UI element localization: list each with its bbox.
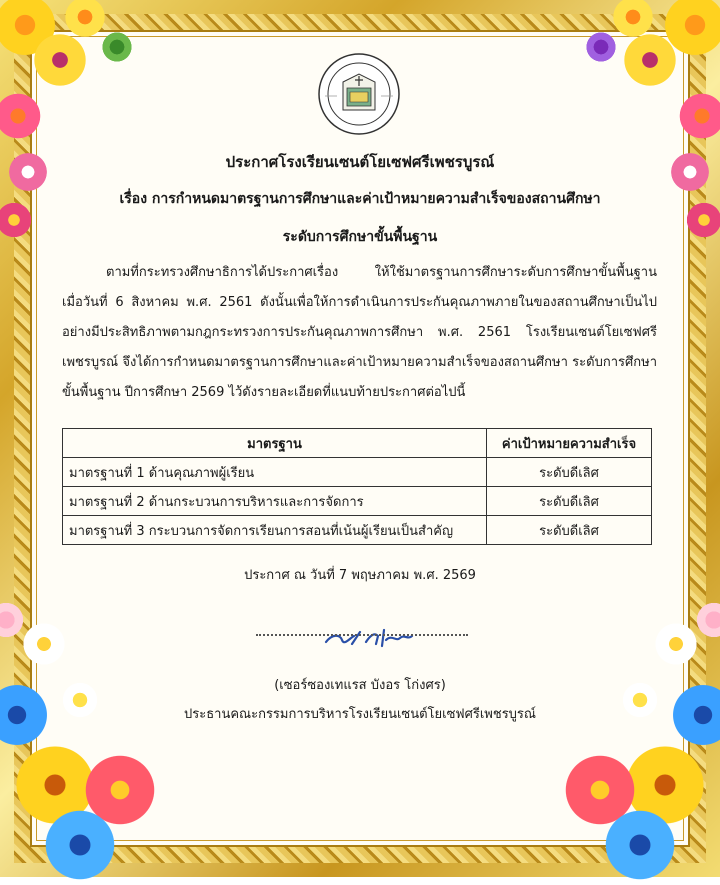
- document-subject: เรื่อง การกำหนดมาตรฐานการศึกษาและค่าเป้าหมายความสำเร็จของสถานศึกษา: [119, 191, 601, 207]
- body-line: ขั้นพื้นฐาน ปีการศึกษา 2569 ไว้ดังรายละเอียดที่แนบท้ายประกาศต่อไปนี้: [62, 385, 466, 400]
- standard-cell: มาตรฐานที่ 3 กระบวนการจัดการเรียนการสอนที่เน้นผู้เรียนเป็นสำคัญ: [63, 516, 487, 545]
- document-subject-line2: ระดับการศึกษาขั้นพื้นฐาน: [282, 229, 438, 245]
- body-line: อย่างมีประสิทธิภาพตามกฎกระทรวงการประกันคุณภาพการศึกษา พ.ศ. 2561 โรงเรียนเซนต์โยเซฟศรี: [62, 325, 657, 340]
- signer-name: (เซอร์ซองเทแรส บังอร โก่งศร): [274, 678, 446, 693]
- column-header-target: ค่าเป้าหมายความสำเร็จ: [487, 429, 652, 458]
- announcement-date: ประกาศ ณ วันที่ 7 พฤษภาคม พ.ศ. 2569: [244, 568, 476, 583]
- standard-cell: มาตรฐานที่ 1 ด้านคุณภาพผู้เรียน: [63, 458, 487, 487]
- document-title: ประกาศโรงเรียนเซนต์โยเซฟศรีเพชรบูรณ์: [225, 153, 495, 171]
- table-row: [63, 458, 652, 487]
- column-header-standard: มาตรฐาน: [63, 429, 487, 458]
- body-line: เพชรบูรณ์ จึงได้การกำหนดมาตรฐานการศึกษาและค่าเป้าหมายความสำเร็จของสถานศึกษา ระดับการศึกษา: [62, 355, 657, 370]
- standard-cell: มาตรฐานที่ 2 ด้านกระบวนการบริหารและการจัดการ: [63, 487, 487, 516]
- table-header-row: [63, 429, 652, 458]
- signature-line: [256, 634, 468, 636]
- signer-position: ประธานคณะกรรมการบริหารโรงเรียนเซนต์โยเซฟศรีเพชรบูรณ์: [184, 707, 536, 722]
- body-line: เมื่อวันที่ 6 สิงหาคม พ.ศ. 2561 ดังนั้นเพื่อให้การดำเนินการประกันคุณภาพภายในของสถานศึกษาเป็นไป: [62, 295, 657, 310]
- target-cell: ระดับดีเลิศ: [487, 516, 652, 545]
- target-cell: ระดับดีเลิศ: [487, 487, 652, 516]
- table-row: [63, 516, 652, 545]
- school-logo-emblem: [317, 52, 401, 136]
- standards-table: [62, 428, 652, 545]
- body-paragraph: [62, 258, 657, 408]
- body-line: ตามที่กระทรวงศึกษาธิการได้ประกาศเรื่อง ให้ใช้มาตรฐานการศึกษาระดับการศึกษาขั้นพื้นฐาน: [106, 265, 657, 280]
- table-row: [63, 487, 652, 516]
- target-cell: ระดับดีเลิศ: [487, 458, 652, 487]
